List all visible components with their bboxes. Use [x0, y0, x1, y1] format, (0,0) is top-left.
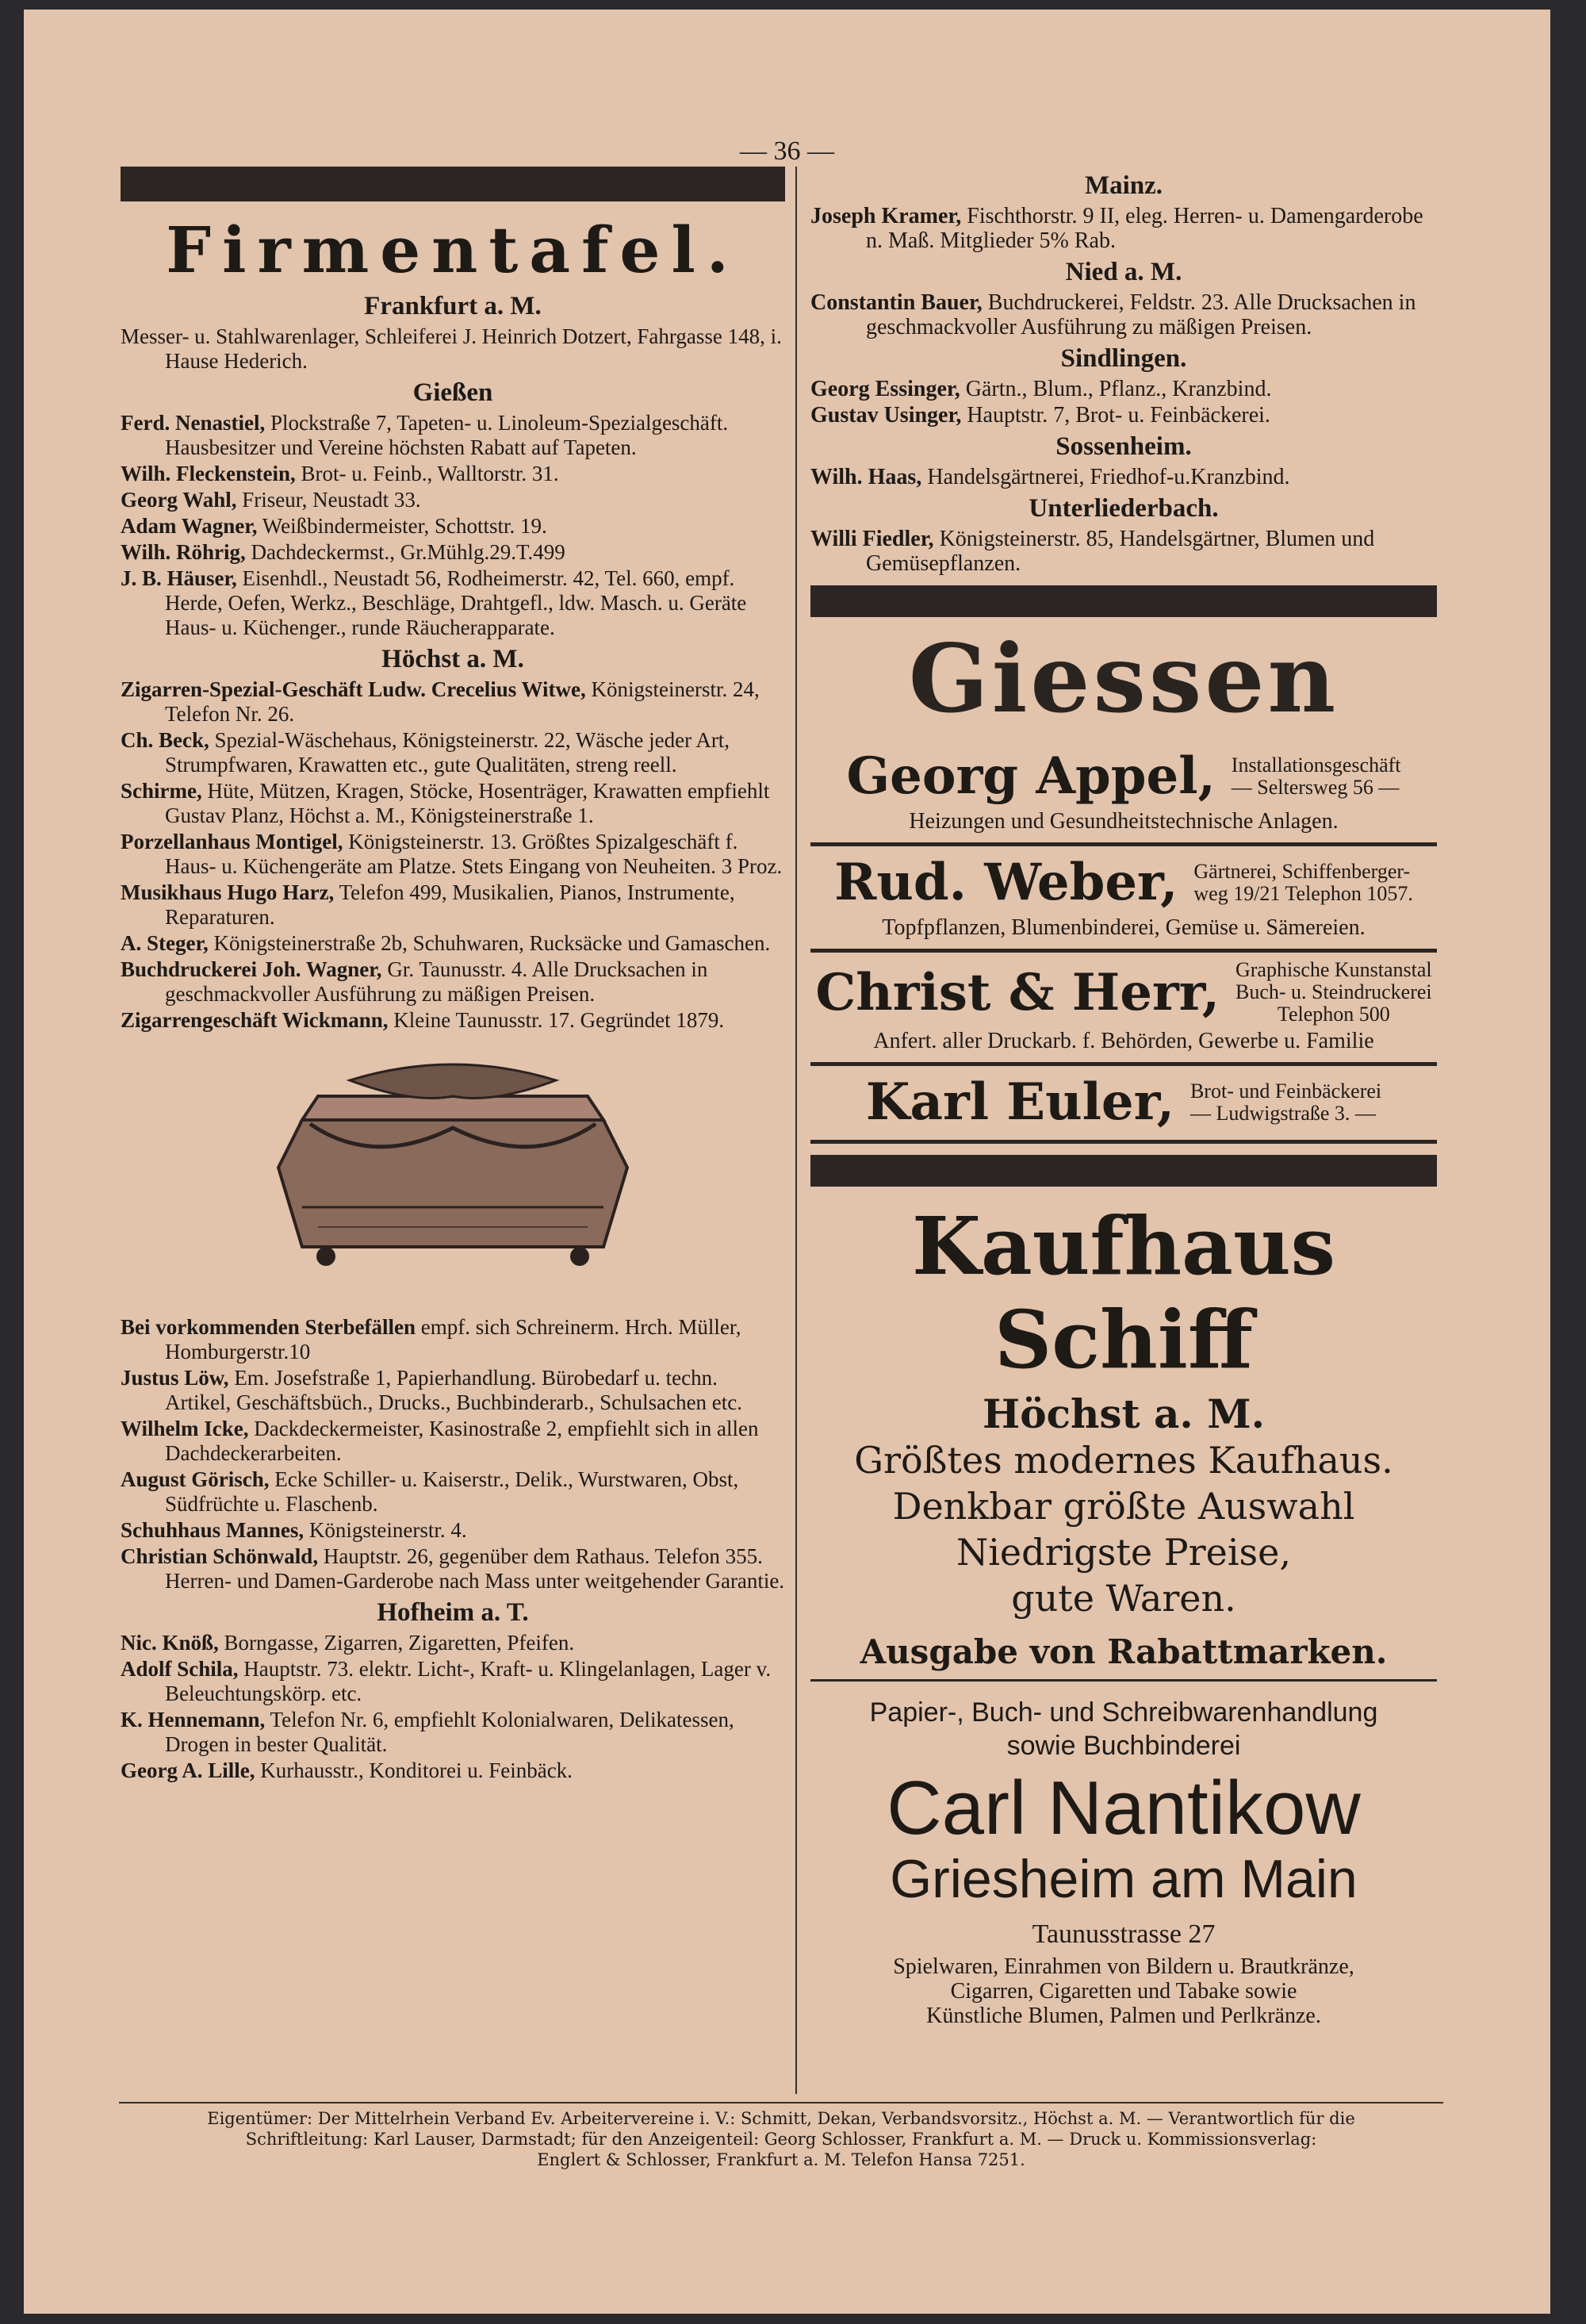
ad-subline: Anfert. aller Druckarb. f. Behörden, Gewerbe u. Familie — [873, 1029, 1374, 1053]
schiff-rabatt: Ausgabe von Rabattmarken. — [860, 1632, 1388, 1671]
ad-details: Brot- und Feinbäckerei — Ludwigstraße 3. — — [1190, 1079, 1382, 1125]
list-item: Adam Wagner, Weißbindermeister, Schottstr. 19. — [121, 514, 547, 538]
city-heading: Hofheim a. T. — [377, 1598, 529, 1627]
list-item: Messer- u. Stahlwarenlager, Schleiferei J. Heinrich Dotzert, Fahrgasse 148, i. Hause Hederich. — [121, 324, 782, 373]
section-frankfurt — [121, 292, 785, 374]
nantikow-name: Carl Nantikow — [887, 1766, 1361, 1850]
footer-line: Eigentümer: Der Mittelrhein Verband Ev. Arbeitervereine i. V.: Schmitt, Dekan, Verbandsvorsitz., Höchst a. M. — Verantwortlich für die — [207, 2109, 1355, 2128]
list-item: J. B. Häuser, Eisenhdl., Neustadt 56, Rodheimerstr. 42, Tel. 660, empf. Herde, Oefen, Werkz., Beschläge, Drahtgefl., ldw. Masch. u. Geräte Haus- u. Küchenger., runde Räucherapparate. — [121, 566, 747, 639]
nantikow-line: sowie Buchbinderei — [1006, 1731, 1241, 1761]
list-item: Wilh. Röhrig, Dachdeckermst., Gr.Mühlg.29.T.499 — [121, 540, 565, 564]
list-item: Justus Löw, Em. Josefstraße 1, Papierhandlung. Bürobedarf u. techn. Artikel, Geschäftsbüch., Drucks., Buchbinderarb., Schulsachen etc. — [121, 1366, 743, 1414]
list-item: Gustav Usinger, Hauptstr. 7, Brot- u. Feinbäckerei. — [810, 403, 1270, 428]
city-heading: Nied a. M. — [1065, 258, 1182, 286]
list-item: Schuhhaus Mannes, Königsteinerstr. 4. — [121, 1518, 467, 1542]
list-item: Wilhelm Icke, Dackdeckermeister, Kasinostraße 2, empfiehlt sich in allen Dachdeckerarbeiten. — [121, 1417, 759, 1465]
schiff-line: Größtes modernes Kaufhaus. — [854, 1439, 1393, 1482]
list-item: Porzellanhaus Montigel, Königsteinerstr. 13. Größtes Spizalgeschäft f. Haus- u. Küchengeräte am Platze. Stets Eingang von Neuheiten. 3 Proz. — [121, 830, 783, 878]
left-column — [121, 167, 785, 1785]
ad-details: Gärtnerei, Schiffenberger- weg 19/21 Telephon 1057. — [1193, 859, 1413, 905]
schiff-line: Niedrigste Preise, — [956, 1531, 1292, 1574]
separator-bar — [810, 1155, 1437, 1187]
list-item: Wilh. Fleckenstein, Brot- u. Feinb., Walltorstr. 31. — [121, 462, 559, 485]
section-hofheim — [121, 1598, 785, 1783]
list-item: Buchdruckerei Joh. Wagner, Gr. Taunusstr. 4. Alle Drucksachen in geschmackvoller Ausführung zu mäßigen Preisen. — [121, 957, 708, 1006]
section-sossenheim — [810, 432, 1437, 489]
ad-kaufhaus-schiff — [810, 1199, 1437, 1671]
section-after-image — [121, 1315, 785, 1593]
ad-subline: Topfpflanzen, Blumenbinderei, Gemüse u. Sämereien. — [882, 915, 1366, 940]
giessen-heading: Giessen — [908, 623, 1339, 734]
ad-name: Rud. Weber, — [834, 853, 1178, 912]
nantikow-desc: Künstliche Blumen, Palmen und Perlkränze. — [926, 2004, 1321, 2028]
schiff-title: Kaufhaus Schiff — [912, 1199, 1335, 1386]
section-mainz — [810, 171, 1437, 253]
city-heading: Gießen — [412, 378, 493, 407]
ad-karl-euler — [810, 1066, 1437, 1144]
section-unterliederbach — [810, 494, 1437, 576]
list-item: Musikhaus Hugo Harz, Telefon 499, Musikalien, Pianos, Instrumente, Reparaturen. — [121, 880, 735, 929]
city-heading: Höchst a. M. — [381, 645, 524, 673]
city-heading: Sossenheim. — [1055, 432, 1192, 461]
nantikow-desc: Cigarren, Cigaretten und Tabake sowie — [950, 1979, 1297, 2004]
nantikow-line: Papier-, Buch- und Schreibwarenhandlung — [869, 1697, 1378, 1728]
list-item: Georg A. Lille, Kurhausstr., Konditorei u. Feinbäck. — [121, 1758, 573, 1782]
ad-christ-herr — [810, 953, 1437, 1066]
ad-subline: Heizungen und Gesundheitstechnische Anlagen. — [909, 809, 1339, 834]
ad-details: Installationsgeschäft — Seltersweg 56 — — [1231, 753, 1401, 799]
schiff-line: Denkbar größte Auswahl — [892, 1485, 1355, 1528]
section-hoechst — [121, 645, 785, 1033]
list-item: Ch. Beck, Spezial-Wäschehaus, Königsteinerstr. 22, Wäsche jeder Art, Strumpfwaren, Krawatten etc., gute Qualitäten, streng reell. — [121, 728, 730, 777]
ad-details: Graphische Kunstanstal Buch- u. Steindruckerei Telephon 500 — [1235, 958, 1432, 1026]
schiff-line: gute Waren. — [1011, 1577, 1236, 1620]
footer-imprint — [119, 2102, 1443, 2170]
list-item: Constantin Bauer, Buchdruckerei, Feldstr. 23. Alle Drucksachen in geschmackvoller Ausführung zu mäßigen Preisen. — [810, 290, 1416, 339]
city-heading: Unterliederbach. — [1029, 494, 1219, 523]
rule — [810, 1679, 1437, 1682]
list-item: August Görisch, Ecke Schiller- u. Kaiserstr., Delik., Wurstwaren, Obst, Südfrüchte u. Flaschenb. — [121, 1467, 739, 1516]
ad-rud-weber — [810, 846, 1437, 953]
list-item: Schirme, Hüte, Mützen, Kragen, Stöcke, Hosenträger, Krawatten empfiehlt Gustav Planz, Höchst a. M., Königsteinerstraße 1. — [121, 779, 770, 827]
section-nied — [810, 258, 1437, 339]
city-heading: Mainz. — [1084, 171, 1163, 200]
list-item: Willi Fiedler, Königsteinerstr. 85, Handelsgärtner, Blumen und Gemüsepflanzen. — [810, 527, 1375, 576]
list-item: Georg Essinger, Gärtn., Blum., Pflanz., Kranzbind. — [810, 377, 1272, 401]
list-item: Nic. Knöß, Borngasse, Zigarren, Zigaretten, Pfeifen. — [121, 1631, 575, 1655]
list-item: Zigarrengeschäft Wickmann, Kleine Taunusstr. 17. Gegründet 1879. — [121, 1008, 725, 1032]
list-item: Joseph Kramer, Fischthorstr. 9 II, eleg. Herren- u. Damengarderobe n. Maß. Mitglieder 5% Rab. — [810, 204, 1423, 253]
footer-line: Englert & Schlosser, Frankfurt a. M. Telefon Hansa 7251. — [537, 2150, 1025, 2169]
separator-bar — [810, 585, 1437, 617]
footer-line: Schriftleitung: Karl Lauser, Darmstadt; für den Anzeigenteil: Georg Schlosser, Frankfurt a. M. — Druck u. Kommissionsverlag: — [245, 2130, 1317, 2149]
header-bar — [121, 167, 785, 201]
ad-name: Georg Appel, — [846, 746, 1216, 806]
right-column — [810, 167, 1437, 2028]
list-item: Christian Schönwald, Hauptstr. 26, gegenüber dem Rathaus. Telefon 355. Herren- und Damen-Garderobe nach Mass unter weitgehender Garantie. — [121, 1544, 785, 1593]
list-item: Wilh. Haas, Handelsgärtnerei, Friedhof-u.Kranzbind. — [810, 465, 1290, 489]
column-divider — [795, 167, 797, 2094]
city-heading: Sindlingen. — [1060, 344, 1187, 373]
list-item: A. Steger, Königsteinerstraße 2b, Schuhwaren, Rucksäcke und Gamaschen. — [121, 931, 771, 955]
list-item: Zigarren-Spezial-Geschäft Ludw. Crecelius Witwe, Königsteinerstr. 24, Telefon Nr. 26. — [121, 677, 760, 726]
list-item: K. Hennemann, Telefon Nr. 6, empfiehlt Kolonialwaren, Delikatessen, Drogen in bester Qualität. — [121, 1708, 734, 1756]
page-number: — 36 — — [740, 136, 834, 166]
nantikow-street: Taunusstrasse 27 — [1032, 1919, 1216, 1949]
list-item: Georg Wahl, Friseur, Neustadt 33. — [121, 488, 421, 512]
firmentafel-title: Firmentafel. — [166, 213, 740, 287]
list-item: Ferd. Nenastiel, Plockstraße 7, Tapeten- u. Linoleum-Spezialgeschäft. Hausbesitzer und Vereine höchsten Rabatt auf Tapeten. — [121, 411, 729, 459]
ad-name: Karl Euler, — [865, 1072, 1174, 1132]
city-heading: Frankfurt a. M. — [364, 292, 542, 320]
section-giessen — [121, 378, 785, 640]
nantikow-city: Griesheim am Main — [890, 1849, 1358, 1909]
list-item: Bei vorkommenden Sterbefällen empf. sich Schreinerm. Hrch. Müller, Homburgerstr.10 — [121, 1315, 741, 1363]
ad-name: Christ & Herr, — [815, 962, 1220, 1022]
list-item: Adolf Schila, Hauptstr. 73. elektr. Licht-, Kraft- u. Klingelanlagen, Lager v. Beleuchtungskörp. etc. — [121, 1657, 772, 1705]
coffin-illustration — [255, 1049, 651, 1287]
ad-carl-nantikow — [810, 1696, 1437, 2028]
schiff-city: Höchst a. M. — [982, 1390, 1265, 1437]
ad-georg-appel — [810, 740, 1437, 846]
nantikow-desc: Spielwaren, Einrahmen von Bildern u. Brautkränze, — [893, 1954, 1354, 1979]
section-sindlingen — [810, 344, 1437, 428]
